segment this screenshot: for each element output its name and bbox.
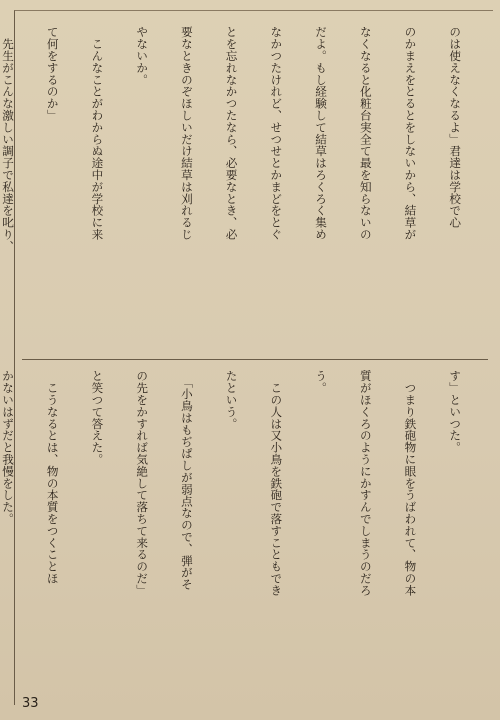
text-line: す」といつた。: [448, 370, 463, 454]
text-line: かないはずだと我慢をした。: [1, 370, 15, 525]
lower-text-column-block: [1, 370, 492, 696]
text-line: なくなると化粧台実全て最を知らないの: [358, 26, 373, 241]
text-line: とを忘れなかつたなら、必要なとき、必: [224, 26, 239, 241]
column-separator-rule: [22, 359, 488, 360]
text-line: やないか。: [135, 26, 150, 86]
text-line: て何をするのか」: [45, 26, 60, 122]
upper-text-column-block: [1, 26, 492, 352]
text-line: のは使えなくなるよ」君達は学校で心: [448, 26, 463, 229]
text-line: 「小鳥はもぢぱしが弱点なので、弾がそ: [179, 370, 194, 591]
text-line: う。: [314, 370, 329, 394]
page-number: 33: [22, 696, 39, 711]
text-line: この人は又小鳥を鉄砲で落すこともでき: [269, 370, 284, 597]
text-line: の先をかすれば気絶して落ちて来るのだ」: [135, 370, 150, 597]
text-line: こうなるとは、物の本質をつくことほ: [45, 370, 60, 585]
text-line: なかつたけれど、せつせとかまどをとぐ: [269, 26, 284, 241]
text-line: 質がほくろのようにかすんでしまうのだろ: [358, 370, 373, 597]
text-line: つまり鉄砲物に眼をうばわれて、物の本: [403, 370, 418, 597]
text-line: と笑つて答えた。: [90, 370, 105, 466]
text-line: だよ。もし経験して結草はろくろく集め: [314, 26, 329, 241]
text-line: 要なときのぞほしいだけ結草は刈れるじ: [179, 26, 194, 241]
text-line: こんなことがわからぬ途中が学校に来: [90, 26, 105, 241]
text-line: のかまえをとるとをしないから、結草が: [403, 26, 418, 241]
text-line: 先生がこんな激しい調子で私達を叱り、: [1, 26, 15, 253]
text-line: たという。: [224, 370, 239, 430]
